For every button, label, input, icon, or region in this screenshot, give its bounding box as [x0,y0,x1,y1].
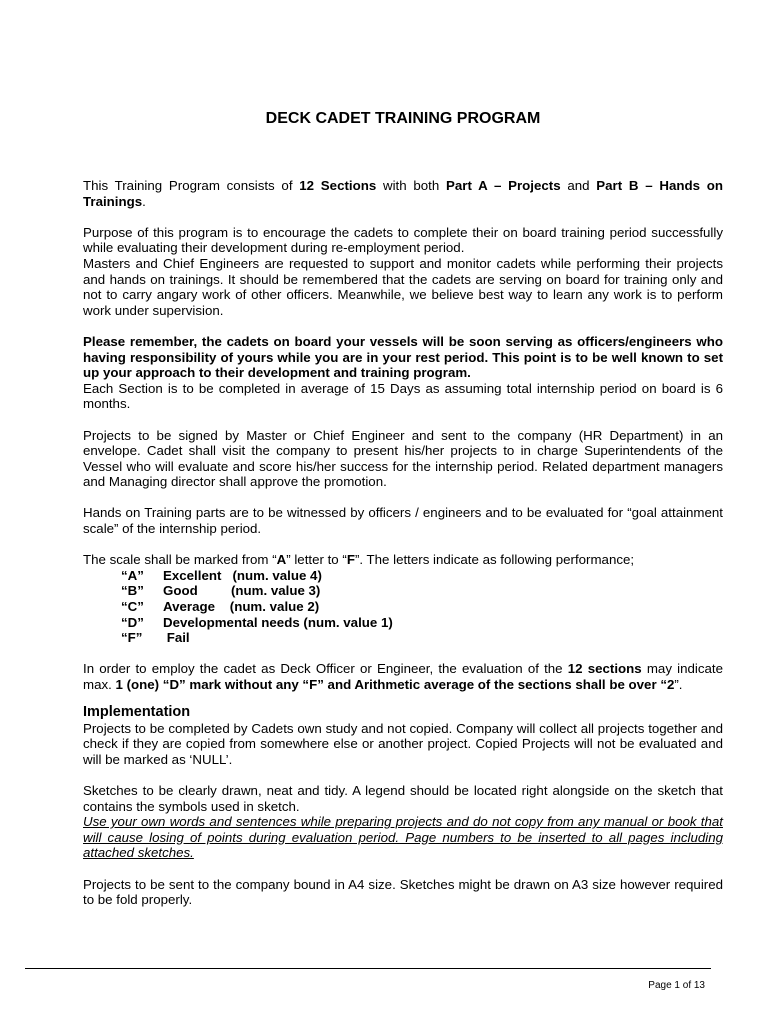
grade-scale-list [121,568,723,646]
purpose-paragraph: Purpose of this program is to encourage the cadets to complete their on board training period successfully while evaluating their development during re-employment period. [83,224,723,256]
document-body [83,178,723,908]
scale-description: Excellent (num. value 4) [163,567,322,583]
scale-letter: “B” [121,583,144,599]
intro-paragraph [83,178,723,209]
scale-letter: “F” [121,630,143,646]
bold-run: F [346,552,355,568]
text-run: ” letter to “ [286,552,347,568]
text-run: ”. [674,677,683,692]
projects-signed-paragraph: Projects to be signed by Master or Chief Engineer and sent to the company (HR Department) in an envelope. Cadet shall visit the company to present his/her projects to in charge Superintendents of the Vessel who will evaluate and score his/her success for the internship period. Related department managers and Managing director shall approve the promotion. [83,427,723,490]
scale-row [121,568,723,584]
scale-description: Good (num. value 3) [163,583,321,599]
scale-row [121,615,723,631]
bold-run: A [276,552,287,568]
employment-criteria-paragraph [83,661,723,692]
text-run: The scale shall be marked from “ [83,552,277,568]
text-run: . [142,193,146,209]
scale-row [121,599,723,615]
bold-run: Part A – Projects [446,178,561,193]
text-run: This Training Program consists of [83,178,300,193]
bound-a4-paragraph: Projects to be sent to the company bound in A4 size. Sketches might be drawn on A3 size however required to be fold properly. [83,876,723,908]
sections-paragraph: Each Section is to be completed in average of 15 Days as assuming total internship period on board is 6 months. [83,380,723,412]
sketches-paragraph: Sketches to be clearly drawn, neat and tidy. A legend should be located right alongside on the sketch that contains the symbols used in sketch. [83,782,723,814]
text-run: may indicate max. [83,661,723,692]
document-title: DECK CADET TRAINING PROGRAM [265,110,541,127]
bold-run: 1 (one) “D” mark without any “F” and Arithmetic average of the sections shall be over “2 [115,677,675,692]
text-run: ”. The letters indicate as following performance; [354,552,635,568]
scale-letter: “A” [121,567,144,583]
scale-description: Average (num. value 2) [163,599,320,615]
page-number: Page 1 of 13 [648,980,705,991]
scale-letter: “D” [121,614,144,630]
projects-study-paragraph: Projects to be completed by Cadets own study and not copied. Company will collect all projects together and check if they are copied from somewhere else or another project. Copied Projects will not be evaluated and will be marked as ‘NULL’. [83,720,723,767]
scale-intro-paragraph [83,552,723,568]
scale-letter: “C” [121,599,144,615]
scale-row [121,583,723,599]
text-run: with both [376,178,446,193]
scale-description: Developmental needs (num. value 1) [163,614,393,630]
footer-divider [25,968,711,969]
text-run: and [560,178,597,193]
bold-run: 12 Sections [299,178,377,193]
scale-row [121,630,723,646]
implementation-heading: Implementation [83,703,191,720]
remember-paragraph: Please remember, the cadets on board your vessels will be soon serving as officers/engineers who having responsibility of yours while you are in your rest period. This point is to be well known to set up your approach to their development and training program. [83,333,723,381]
text-run: In order to employ the cadet as Deck Officer or Engineer, the evaluation of the [83,661,568,677]
bold-run: 12 sections [567,661,642,677]
own-words-paragraph: Use your own words and sentences while preparing projects and do not copy from any manual or book that will cause losing of points during evaluation period. Page numbers to be inserted to all pages including attached sketches. [83,814,723,861]
hands-on-paragraph: Hands on Training parts are to be witnessed by officers / engineers and to be evaluated for “goal attainment scale” of the internship period. [83,505,723,537]
scale-description: Fail [163,630,190,646]
masters-paragraph: Masters and Chief Engineers are requested to support and monitor cadets while performing their projects and hands on trainings. It should be remembered that the cadets are serving on board for training only and not to carry angary work of other officers. Meanwhile, we believe best way to learn any work is to perform work under supervision. [83,255,723,318]
bold-run: Part B – Hands on Trainings [83,178,724,209]
